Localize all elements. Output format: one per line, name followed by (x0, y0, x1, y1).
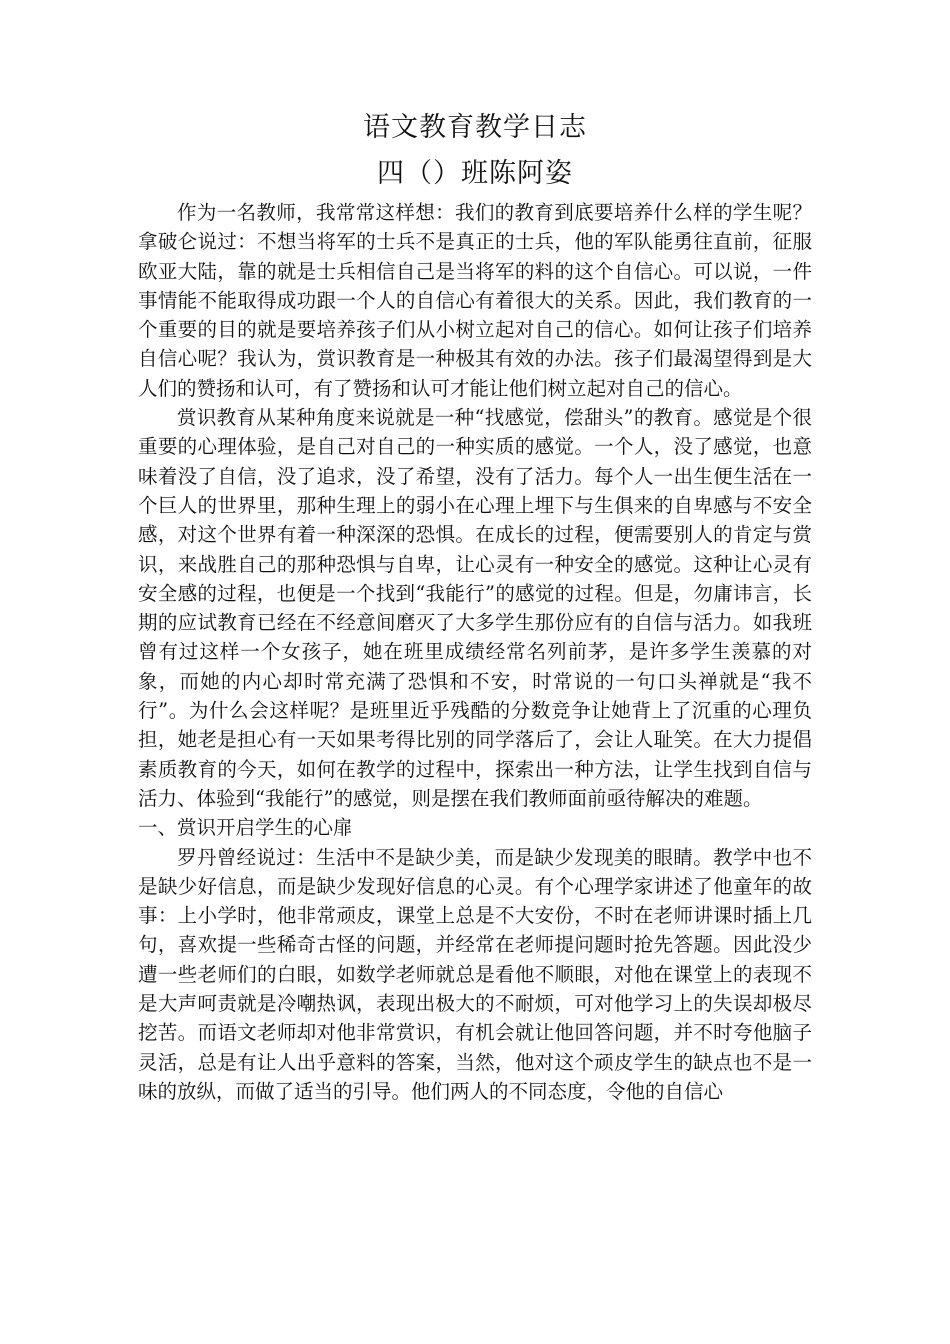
document-title: 语文教育教学日志 (363, 112, 587, 143)
section-heading: 一、赏识开启学生的心扉 (138, 816, 353, 840)
document-page (138, 108, 812, 1106)
document-subtitle: 四（）班陈阿姿 (377, 158, 573, 189)
paragraph-2: 赏识教育从某种角度来说就是一种“找感觉，偿甜头”的教育。感觉是个很重要的心理体验，是自己对自己的一种实质的感觉。一个人，没了感觉，也意味着没了自信，没了追求，没了希望，没有了活力。每个人一出生便生活在一个巨人的世界里，那种生理上的弱小在心理上埋下与生俱来的自卑感与不安全感，对这个世界有着一种深深的恐惧。在成长的过程，便需要别人的肯定与赏识，来战胜自己的那种恐惧与自卑，让心灵有一种安全的感觉。这种让心灵有安全感的过程，也便是一个找到“我能行”的感觉的过程。但是，勿庸讳言，长期的应试教育已经在不经意间磨灭了大多学生那份应有的自信与活力。如我班曾有过这样一个女孩子，她在班里成绩经常名列前茅，是许多学生羡慕的对象，而她的内心却时常充满了恐惧和不安，时常说的一句口头禅就是“我不行”。为什么会这样呢？是班里近乎残酷的分数竞争让她背上了沉重的心理负担，她老是担心有一天如果考得比别的同学落后了，会让人耻笑。在大力提倡素质教育的今天，如何在教学的过程中，探索出一种方法，让学生找到自信与活力、体验到“我能行”的感觉，则是摆在我们教师面前亟待解决的难题。 (138, 406, 812, 810)
paragraph-1: 作为一名教师，我常常这样想：我们的教育到底要培养什么样的学生呢？拿破仑说过：不想当将军的士兵不是真正的士兵，他的军队能勇往直前，征服欧亚大陆，靠的就是士兵相信自己是当将军的料的这个自信心。可以说，一件事情能不能取得成功跟一个人的自信心有着很大的关系。因此，我们教育的一个重要的目的就是要培养孩子们从小树立起对自己的信心。如何让孩子们培养自信心呢？我认为，赏识教育是一种极其有效的办法。孩子们最渴望得到是大人们的赞扬和认可，有了赞扬和认可才能让他们树立起对自己的信心。 (138, 201, 812, 400)
paragraph-3: 罗丹曾经说过：生活中不是缺少美，而是缺少发现美的眼睛。教学中也不是缺少好信息，而是缺少发现好信息的心灵。有个心理学家讲述了他童年的故事：上小学时，他非常顽皮，课堂上总是不大安份，不时在老师讲课时插上几句，喜欢提一些稀奇古怪的问题，并经常在老师提问题时抢先答题。因此没少遭一些老师们的白眼，如数学老师就总是看他不顺眼，对他在课堂上的表现不是大声呵责就是冷嘲热讽，表现出极大的不耐烦，可对他学习上的失误却极尽挖苦。而语文老师却对他非常赏识，有机会就让他回答问题，并不时夸他脑子灵活，总是有让人出乎意料的答案，当然，他对这个顽皮学生的缺点也不是一味的放纵，而做了适当的引导。他们两人的不同态度，令他的自信心 (138, 845, 812, 1103)
